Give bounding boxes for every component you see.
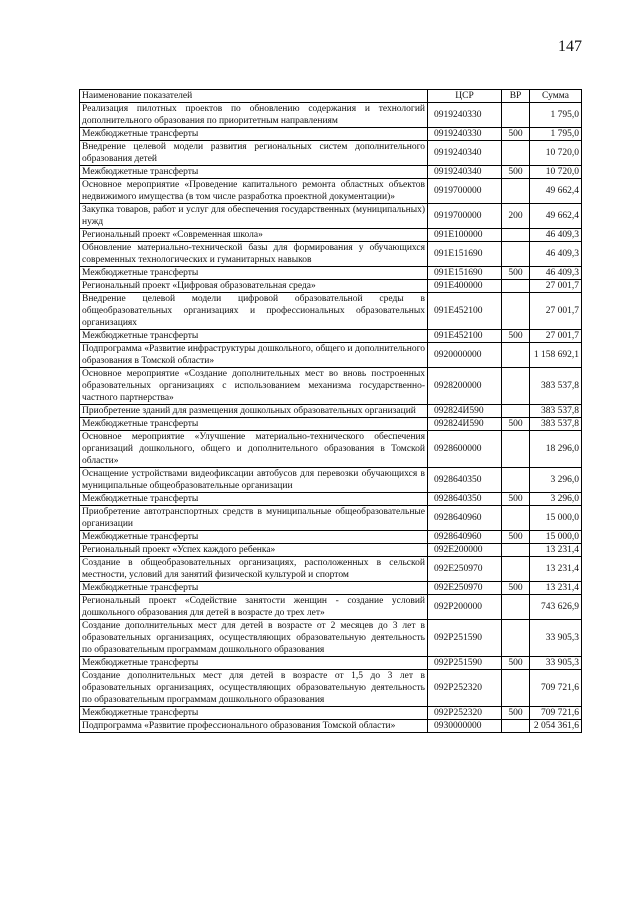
- row-csr: 0919240340: [428, 141, 502, 166]
- row-name: Создание в общеобразовательных организациях, расположенных в сельской местности, условий для занятий физической культурой и спортом: [80, 557, 428, 582]
- row-name: Межбюджетные трансферты: [80, 330, 428, 343]
- row-name: Реализация пилотных проектов по обновлению содержания и технологий дополнительного образования по приоритетным направлениям: [80, 103, 428, 128]
- row-sum: 709 721,6: [530, 670, 582, 707]
- table-row: [80, 368, 582, 405]
- table-row: [80, 670, 582, 707]
- budget-table: [79, 89, 582, 733]
- row-csr: 0930000000: [428, 720, 502, 733]
- row-sum: 10 720,0: [530, 141, 582, 166]
- row-csr: 092P252320: [428, 670, 502, 707]
- table-row: [80, 582, 582, 595]
- row-vr: [502, 368, 530, 405]
- row-vr: [502, 179, 530, 204]
- row-name: Внедрение целевой модели развития региональных систем дополнительного образования детей: [80, 141, 428, 166]
- row-csr: 0919240330: [428, 128, 502, 141]
- table-row: [80, 128, 582, 141]
- row-sum: 1 795,0: [530, 128, 582, 141]
- table-row: [80, 330, 582, 343]
- row-csr: 0919700000: [428, 204, 502, 229]
- row-name: Межбюджетные трансферты: [80, 531, 428, 544]
- row-vr: [502, 141, 530, 166]
- row-vr: 500: [502, 166, 530, 179]
- row-csr: 091E452100: [428, 293, 502, 330]
- row-csr: 092824И590: [428, 418, 502, 431]
- row-csr: 092P252320: [428, 707, 502, 720]
- row-csr: 091E151690: [428, 267, 502, 280]
- table-row: [80, 405, 582, 418]
- row-name: Основное мероприятие «Создание дополнительных мест во вновь построенных образовательных организациях с использованием механизма государственно-частного партнерства»: [80, 368, 428, 405]
- table-row: [80, 166, 582, 179]
- table-row: [80, 141, 582, 166]
- row-csr: 0919700000: [428, 179, 502, 204]
- row-csr: 0920000000: [428, 343, 502, 368]
- row-sum: 1 158 692,1: [530, 343, 582, 368]
- row-csr: 092E250970: [428, 582, 502, 595]
- table-row: [80, 103, 582, 128]
- row-sum: 46 409,3: [530, 267, 582, 280]
- row-name: Обновление материально-технической базы для формирования у обучающихся современных технологических и гуманитарных навыков: [80, 242, 428, 267]
- row-name: Межбюджетные трансферты: [80, 128, 428, 141]
- table-row: [80, 657, 582, 670]
- row-sum: 49 662,4: [530, 179, 582, 204]
- row-name: Основное мероприятие «Проведение капитального ремонта областных объектов недвижимого имущества (в том числе разработка проектной документации)»: [80, 179, 428, 204]
- row-sum: 13 231,4: [530, 557, 582, 582]
- row-vr: 500: [502, 493, 530, 506]
- table-row: [80, 179, 582, 204]
- row-name: Создание дополнительных мест для детей в возрасте от 2 месяцев до 3 лет в образовательных организациях, осуществляющих образовательную деятельность по образовательным программам дошкольного образования: [80, 620, 428, 657]
- table-row: [80, 418, 582, 431]
- row-name: Основное мероприятие «Улучшение материально-технического обеспечения организаций дошкольного, общего и дополнительного образования в Томской области»: [80, 431, 428, 468]
- table-row: [80, 343, 582, 368]
- table-row: [80, 431, 582, 468]
- row-name: Создание дополнительных мест для детей в возрасте от 1,5 до 3 лет в образовательных организациях, осуществляющих образовательную деятельность по образовательным программам дошкольного образования: [80, 670, 428, 707]
- row-name: Закупка товаров, работ и услуг для обеспечения государственных (муниципальных) нужд: [80, 204, 428, 229]
- table-row: [80, 229, 582, 242]
- row-csr: 092E200000: [428, 544, 502, 557]
- row-sum: 46 409,3: [530, 229, 582, 242]
- row-vr: 500: [502, 418, 530, 431]
- row-csr: 092E250970: [428, 557, 502, 582]
- row-sum: 33 905,3: [530, 657, 582, 670]
- row-vr: 500: [502, 128, 530, 141]
- row-name: Межбюджетные трансферты: [80, 707, 428, 720]
- row-vr: [502, 280, 530, 293]
- row-vr: [502, 431, 530, 468]
- row-csr: 091E100000: [428, 229, 502, 242]
- row-vr: [502, 229, 530, 242]
- row-name: Региональный проект «Цифровая образовательная среда»: [80, 280, 428, 293]
- row-name: Межбюджетные трансферты: [80, 493, 428, 506]
- table-row: [80, 493, 582, 506]
- row-name: Приобретение автотранспортных средств в муниципальные общеобразовательные организации: [80, 506, 428, 531]
- table-row: [80, 242, 582, 267]
- row-csr: 0928640350: [428, 493, 502, 506]
- row-csr: 0919240340: [428, 166, 502, 179]
- row-vr: 500: [502, 531, 530, 544]
- row-vr: [502, 670, 530, 707]
- row-csr: 091E452100: [428, 330, 502, 343]
- table-row: [80, 293, 582, 330]
- header-vr: ВР: [502, 90, 530, 103]
- row-sum: 383 537,8: [530, 405, 582, 418]
- table-header-row: [80, 90, 582, 103]
- table-row: [80, 280, 582, 293]
- table-row: [80, 707, 582, 720]
- row-csr: 092P200000: [428, 595, 502, 620]
- row-csr: 0919240330: [428, 103, 502, 128]
- page-number: 147: [558, 38, 582, 55]
- row-name: Межбюджетные трансферты: [80, 166, 428, 179]
- row-sum: 33 905,3: [530, 620, 582, 657]
- row-vr: [502, 242, 530, 267]
- table-row: [80, 557, 582, 582]
- header-csr: ЦСР: [428, 90, 502, 103]
- row-name: Межбюджетные трансферты: [80, 267, 428, 280]
- row-vr: [502, 468, 530, 493]
- row-vr: 500: [502, 657, 530, 670]
- row-csr: 0928640350: [428, 468, 502, 493]
- row-csr: 092P251590: [428, 620, 502, 657]
- header-sum: Сумма: [530, 90, 582, 103]
- row-sum: 1 795,0: [530, 103, 582, 128]
- row-sum: 13 231,4: [530, 582, 582, 595]
- table-row: [80, 204, 582, 229]
- row-sum: 27 001,7: [530, 280, 582, 293]
- row-sum: 13 231,4: [530, 544, 582, 557]
- row-name: Межбюджетные трансферты: [80, 657, 428, 670]
- table-row: [80, 468, 582, 493]
- row-vr: [502, 595, 530, 620]
- table-row: [80, 531, 582, 544]
- row-vr: 500: [502, 267, 530, 280]
- row-name: Межбюджетные трансферты: [80, 418, 428, 431]
- row-name: Внедрение целевой модели цифровой образовательной среды в общеобразовательных организациях и профессиональных образовательных организациях: [80, 293, 428, 330]
- row-csr: 092824И590: [428, 405, 502, 418]
- table-row: [80, 267, 582, 280]
- row-sum: 18 296,0: [530, 431, 582, 468]
- row-csr: 092P251590: [428, 657, 502, 670]
- row-csr: 0928640960: [428, 506, 502, 531]
- row-vr: 500: [502, 707, 530, 720]
- row-sum: 3 296,0: [530, 493, 582, 506]
- row-vr: [502, 720, 530, 733]
- table-row: [80, 595, 582, 620]
- row-vr: 200: [502, 204, 530, 229]
- row-sum: 15 000,0: [530, 506, 582, 531]
- row-vr: [502, 343, 530, 368]
- table-row: [80, 720, 582, 733]
- row-vr: [502, 544, 530, 557]
- row-vr: [502, 103, 530, 128]
- row-name: Оснащение устройствами видеофиксации автобусов для перевозки обучающихся в муниципальные общеобразовательные организации: [80, 468, 428, 493]
- table-row: [80, 506, 582, 531]
- row-name: Подпрограмма «Развитие инфраструктуры дошкольного, общего и дополнительного образования в Томской области»: [80, 343, 428, 368]
- row-sum: 709 721,6: [530, 707, 582, 720]
- row-name: Приобретение зданий для размещения дошкольных образовательных организаций: [80, 405, 428, 418]
- row-sum: 10 720,0: [530, 166, 582, 179]
- row-sum: 2 054 361,6: [530, 720, 582, 733]
- row-csr: 091E400000: [428, 280, 502, 293]
- row-name: Межбюджетные трансферты: [80, 582, 428, 595]
- header-name: Наименование показателей: [80, 90, 428, 103]
- row-vr: [502, 620, 530, 657]
- row-csr: 091E151690: [428, 242, 502, 267]
- row-name: Региональный проект «Успех каждого ребенка»: [80, 544, 428, 557]
- row-vr: 500: [502, 582, 530, 595]
- row-sum: 27 001,7: [530, 330, 582, 343]
- table-row: [80, 544, 582, 557]
- row-name: Региональный проект «Содействие занятости женщин - создание условий дошкольного образования для детей в возрасте до трех лет»: [80, 595, 428, 620]
- row-vr: [502, 293, 530, 330]
- row-vr: [502, 557, 530, 582]
- row-vr: [502, 506, 530, 531]
- row-sum: 383 537,8: [530, 368, 582, 405]
- row-name: Подпрограмма «Развитие профессионального образования Томской области»: [80, 720, 428, 733]
- table-row: [80, 620, 582, 657]
- row-csr: 0928640960: [428, 531, 502, 544]
- row-vr: [502, 405, 530, 418]
- row-sum: 27 001,7: [530, 293, 582, 330]
- row-sum: 3 296,0: [530, 468, 582, 493]
- row-sum: 46 409,3: [530, 242, 582, 267]
- row-csr: 0928600000: [428, 431, 502, 468]
- row-csr: 0928200000: [428, 368, 502, 405]
- row-sum: 15 000,0: [530, 531, 582, 544]
- row-sum: 49 662,4: [530, 204, 582, 229]
- row-sum: 383 537,8: [530, 418, 582, 431]
- row-vr: 500: [502, 330, 530, 343]
- row-name: Региональный проект «Современная школа»: [80, 229, 428, 242]
- row-sum: 743 626,9: [530, 595, 582, 620]
